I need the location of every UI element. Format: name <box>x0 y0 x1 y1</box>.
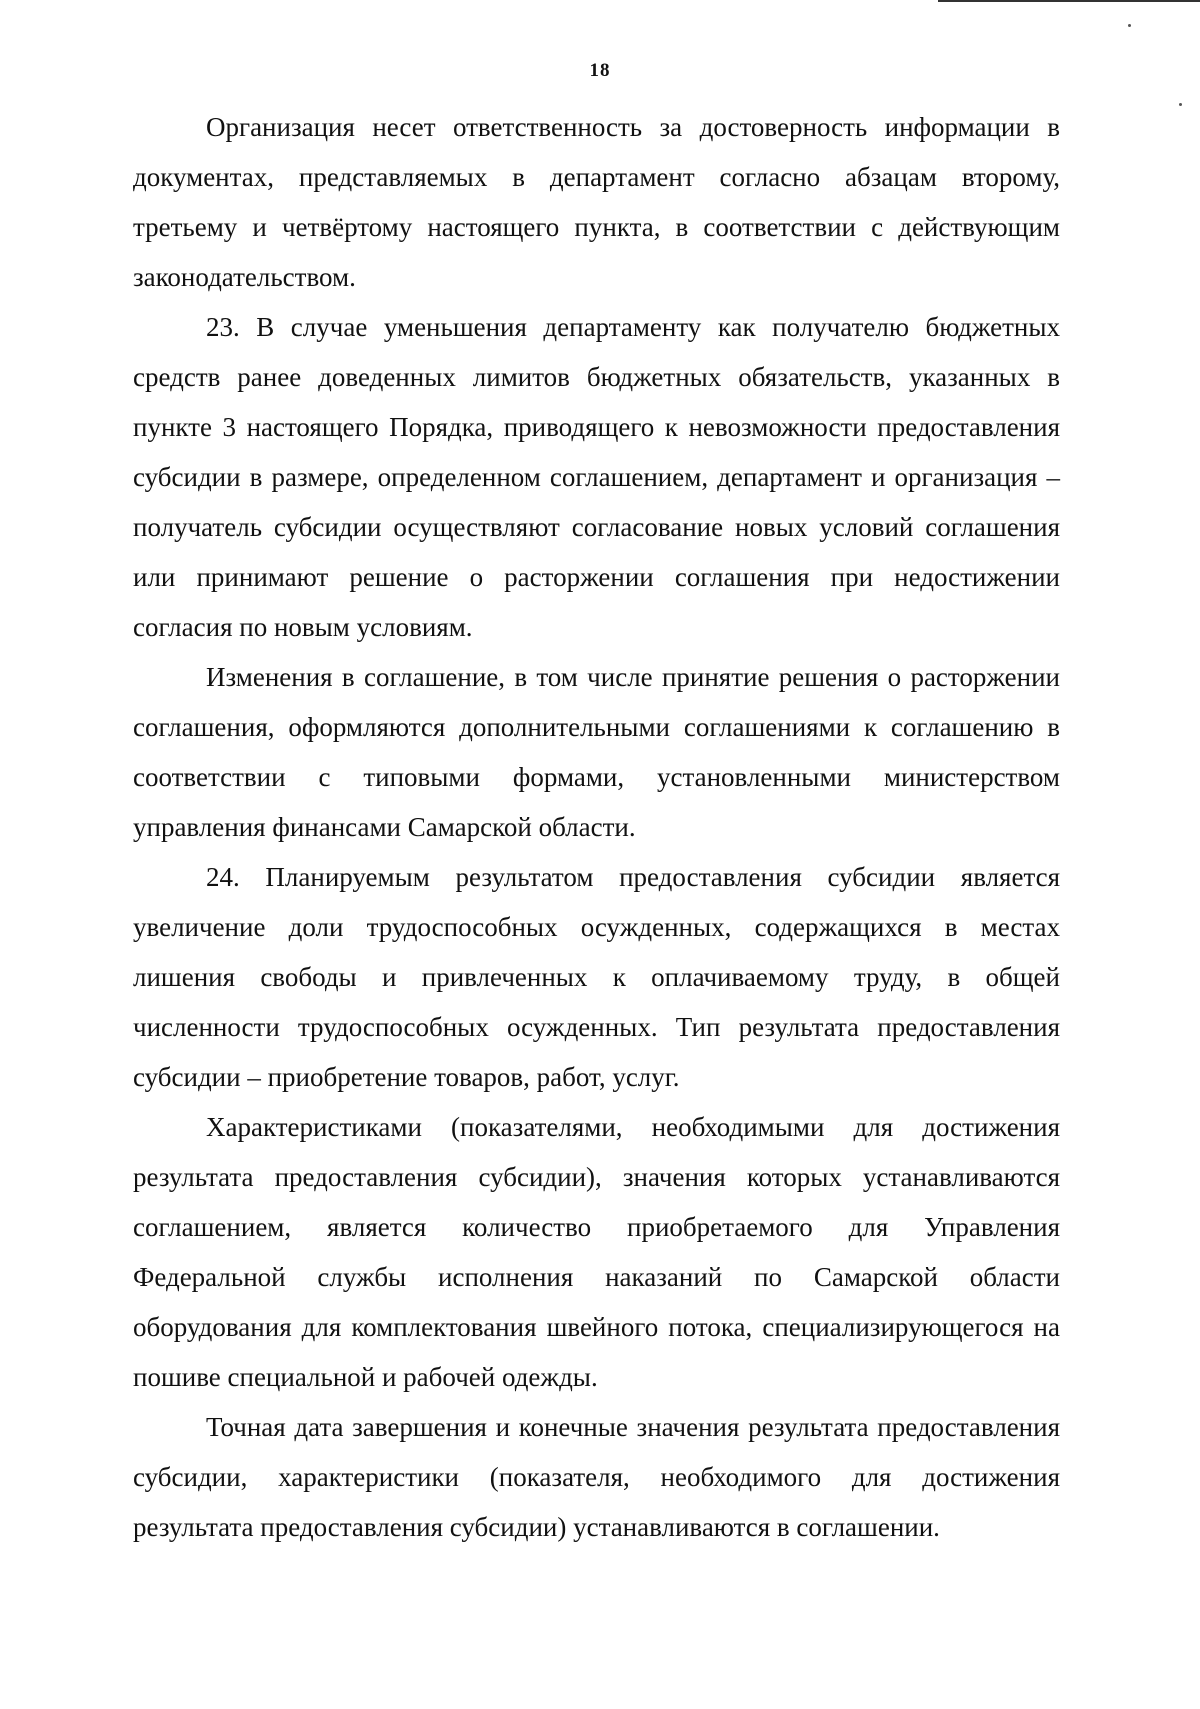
paragraph-characteristics: Характеристиками (показателями, необходимыми для достижения результата предоставления субсидии), значения которых устанавливаются соглашением, является количество приобретаемого для Управления Федеральной службы исполнения наказаний по Самарской области оборудования для комплектования швейного потока, специализирующегося на пошиве специальной и рабочей одежды. <box>133 1112 1060 1392</box>
scan-speck <box>1128 24 1131 27</box>
document-body <box>133 102 1060 1552</box>
paragraph-agreement-changes: Изменения в соглашение, в том числе принятие решения о расторжении соглашения, оформляются дополнительными соглашениями к соглашению в соответствии с типовыми формами, установленными министерством управления финансами Самарской области. <box>133 662 1060 842</box>
paragraph-responsibility: Организация несет ответственность за достоверность информации в документах, представляемых в департамент согласно абзацам второму, третьему и четвёртому настоящего пункта, в соответствии с действующим законодательством. <box>133 112 1060 292</box>
paragraph-completion-date: Точная дата завершения и конечные значения результата предоставления субсидии, характеристики (показателя, необходимого для достижения результата предоставления субсидии) устанавливаются в соглашении. <box>133 1412 1060 1542</box>
scan-speck <box>1179 103 1182 106</box>
top-border-line <box>938 0 1200 2</box>
paragraph-clause-24: 24. Планируемым результатом предоставления субсидии является увеличение доли трудоспособных осужденных, содержащихся в местах лишения свободы и привлеченных к оплачиваемому труду, в общей численности трудоспособных осужденных. Тип результата предоставления субсидии – приобретение товаров, работ, услуг. <box>133 862 1060 1092</box>
page-number: 18 <box>589 60 611 81</box>
paragraph-clause-23: 23. В случае уменьшения департаменту как получателю бюджетных средств ранее доведенных лимитов бюджетных обязательств, указанных в пункте 3 настоящего Порядка, приводящего к невозможности предоставления субсидии в размере, определенном соглашением, департамент и организация – получатель субсидии осуществляют согласование новых условий соглашения или принимают решение о расторжении соглашения при недостижении согласия по новым условиям. <box>133 312 1060 642</box>
